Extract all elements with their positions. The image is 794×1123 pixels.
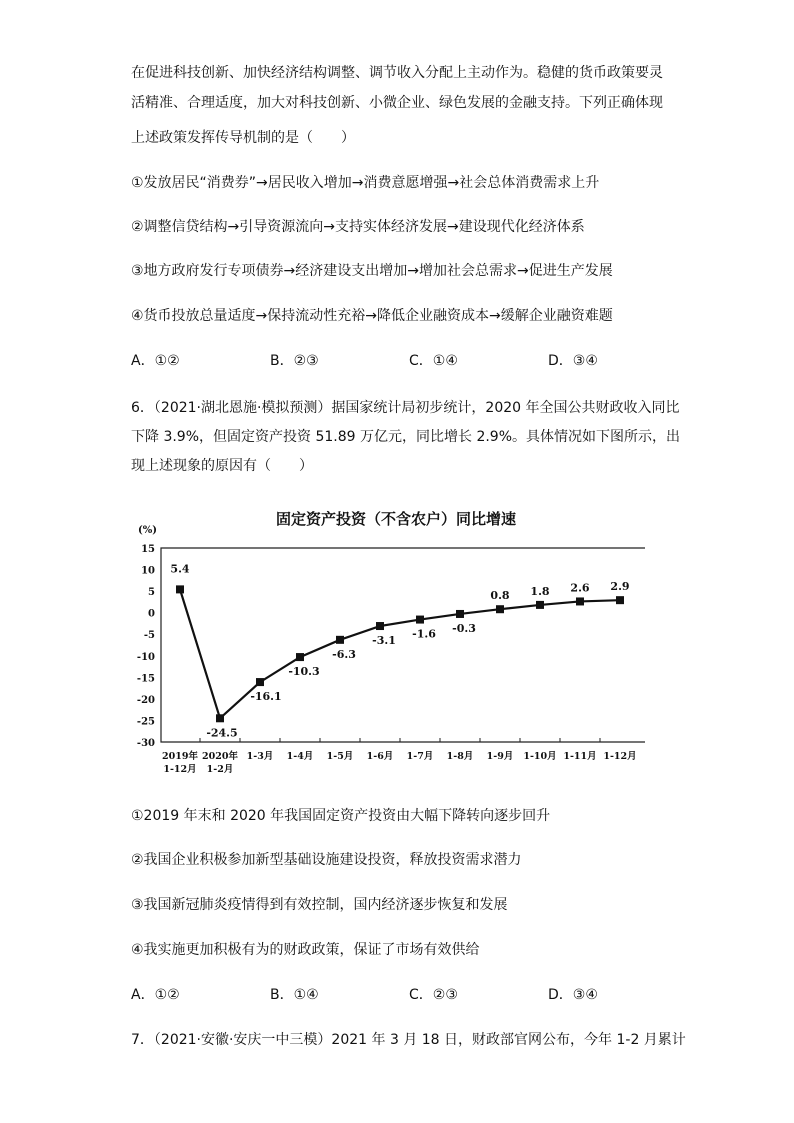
x-tick-label: 1-2月: [206, 764, 234, 775]
q5-stem-line: 在促进科技创新、加快经济结构调整、调节收入分配上主动作为。稳健的货币政策要灵: [131, 65, 663, 81]
plot-frame: [161, 548, 645, 742]
data-point: [576, 597, 584, 605]
q5-stem-line: 上述政策发挥传导机制的是（ ）: [131, 130, 355, 146]
y-tick-label: -20: [136, 694, 155, 706]
x-tick-label: 1-10月: [523, 751, 557, 762]
x-tick-label: 1-6月: [366, 751, 394, 762]
q5-option-a: A．①②: [131, 353, 180, 369]
y-axis-label: (%): [138, 525, 157, 536]
x-tick-label: 1-12月: [163, 764, 197, 775]
q6-option-d: D．③④: [548, 987, 598, 1003]
q5-stem-line: 活精准、合理适度，加大对科技创新、小微企业、绿色发展的金融支持。下列正确体现: [131, 95, 663, 111]
x-tick-label: 1-12月: [603, 751, 637, 762]
data-point: [416, 616, 424, 624]
q5-option-b: B．②③: [270, 353, 319, 369]
q5-option-d: D．③④: [548, 353, 598, 369]
data-point: [216, 714, 224, 722]
q7-stem-line: 7．（2021·安徽·安庆一中三模）2021 年 3 月 18 日，财政部官网公布，今年 1-2 月累计: [131, 1032, 686, 1048]
q6-stem-line: 下降 3.9%，但固定资产投资 51.89 万亿元，同比增长 2.9%。具体情况如下图所示，出: [131, 429, 681, 445]
y-tick-label: -30: [136, 738, 155, 749]
x-tick-label: 1-11月: [563, 751, 597, 762]
data-label: -24.5: [206, 726, 238, 740]
data-label: 5.4: [170, 562, 190, 576]
q6-option-c: C．②③: [409, 987, 458, 1003]
data-point: [496, 605, 504, 613]
data-label: -10.3: [288, 665, 320, 679]
data-label: -16.1: [250, 690, 282, 704]
data-point: [256, 678, 264, 686]
data-label: -6.3: [332, 647, 356, 661]
y-tick-label: 15: [141, 544, 155, 555]
y-tick-label: 0: [148, 608, 155, 620]
data-point: [376, 622, 384, 630]
data-label: 2.9: [610, 580, 630, 594]
x-tick-label: 1-5月: [326, 751, 354, 762]
x-tick-label: 1-9月: [486, 751, 514, 762]
y-tick-label: -5: [143, 630, 155, 642]
series-line: [180, 589, 620, 718]
data-label: -1.6: [412, 627, 436, 641]
data-label: 0.8: [490, 589, 510, 603]
y-tick-label: -25: [136, 716, 155, 728]
x-tick-label: 1-4月: [286, 751, 314, 762]
q6-stem-line: 6．（2021·湖北恩施·模拟预测）据国家统计局初步统计，2020 年全国公共财政收入同比: [131, 400, 680, 416]
data-point: [176, 585, 184, 593]
data-label: -0.3: [452, 621, 476, 635]
x-tick-label: 2019年: [162, 751, 198, 762]
x-tick-label: 1-3月: [246, 751, 274, 762]
q5-option-c: C．①④: [409, 353, 458, 369]
x-tick-label: 2020年: [202, 751, 238, 762]
data-label: 2.6: [570, 581, 590, 595]
q6-stem-line: 现上述现象的原因有（ ）: [131, 458, 313, 474]
y-tick-label: 10: [141, 565, 155, 577]
q5-item: ④货币投放总量适度→保持流动性充裕→降低企业融资成本→缓解企业融资难题: [131, 308, 613, 324]
q6-item: ①2019 年末和 2020 年我国固定资产投资由大幅下降转向逐步回升: [131, 808, 551, 824]
q6-item: ④我实施更加积极有为的财政政策，保证了市场有效供给: [131, 942, 480, 958]
investment-growth-chart: [120, 500, 650, 785]
data-point: [536, 601, 544, 609]
x-tick-label: 1-8月: [446, 751, 474, 762]
data-point: [296, 653, 304, 661]
chart-title: 固定资产投资（不含农户）同比增速: [275, 510, 517, 528]
y-tick-label: -15: [136, 673, 155, 685]
data-label: -3.1: [372, 634, 396, 648]
y-tick-label: 5: [148, 587, 155, 599]
data-point: [336, 636, 344, 644]
q5-item: ①发放居民“消费券”→居民收入增加→消费意愿增强→社会总体消费需求上升: [131, 175, 600, 191]
x-tick-label: 1-7月: [406, 751, 434, 762]
data-point: [456, 610, 464, 618]
q6-option-a: A．①②: [131, 987, 180, 1003]
q6-option-b: B．①④: [270, 987, 319, 1003]
q5-item: ②调整信贷结构→引导资源流向→支持实体经济发展→建设现代化经济体系: [131, 219, 585, 235]
q6-item: ③我国新冠肺炎疫情得到有效控制，国内经济逐步恢复和发展: [131, 897, 508, 913]
data-label: 1.8: [530, 584, 550, 598]
q6-item: ②我国企业积极参加新型基础设施建设投资，释放投资需求潜力: [131, 852, 522, 868]
y-tick-label: -10: [136, 651, 155, 663]
data-point: [616, 596, 624, 604]
q5-item: ③地方政府发行专项债券→经济建设支出增加→增加社会总需求→促进生产发展: [131, 263, 613, 279]
